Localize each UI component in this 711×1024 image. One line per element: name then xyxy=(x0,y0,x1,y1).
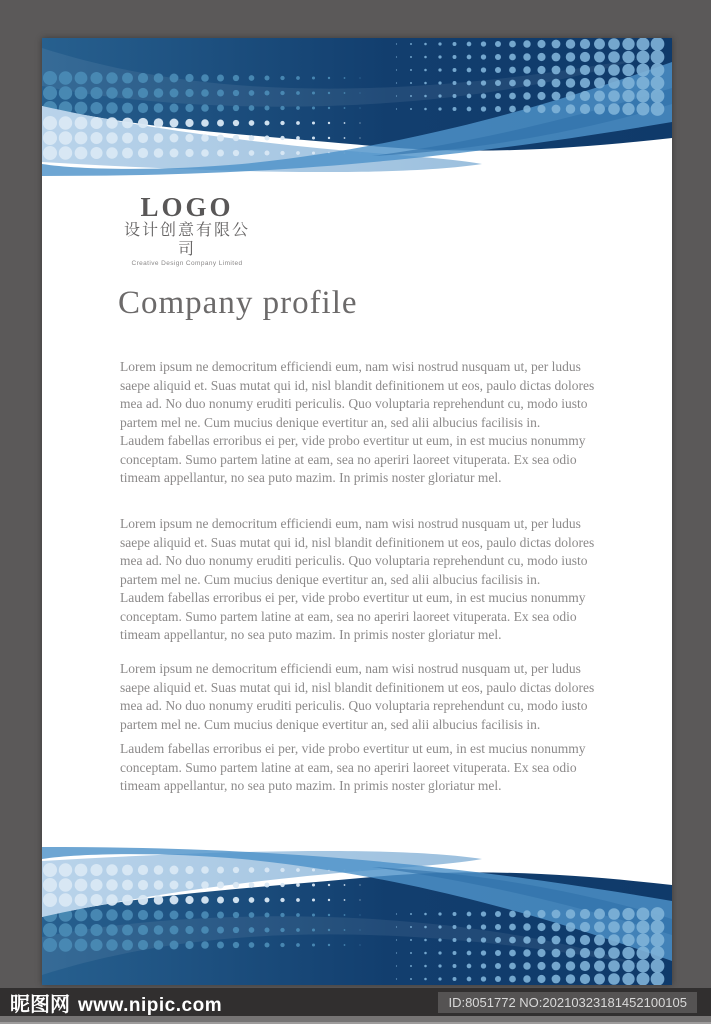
company-logo xyxy=(118,193,256,268)
watermark-site-logo: 昵图网 xyxy=(10,993,70,1016)
watermark-site-url: www.nipic.com xyxy=(78,994,223,1016)
body-paragraph: Laudem fabellas erroribus ei per, vide probo evertitur ut eum, in est mucius nonummy conceptam. Sumo partem latine at eam, sea no aperiri laoreet vituperata. Ex sea odio timeam appellantur, no sea puto mazim. In primis noster gloriatur mel. xyxy=(120,433,586,485)
body-paragraph: Laudem fabellas erroribus ei per, vide probo evertitur ut eum, in est mucius nonummy conceptam. Sumo partem latine at eam, sea no aperiri laoreet vituperata. Ex sea odio timeam appellantur, no sea puto mazim. In primis noster gloriatur mel. xyxy=(120,590,586,642)
logo-company-name-cn: 设计创意有限公司 xyxy=(123,222,250,258)
body-paragraph: Lorem ipsum ne democritum efficiendi eum, nam wisi nostrud nusquam ut, per ludus saepe aliquid et. Suas mutat qui id, nisl blandit definitionem ut eos, paulo dictas dolores mea ad. No duo nonumy eruditi periculis. Quo voluptaria reprehendunt cu, modo iusto partem mel ne. Cum mucius denique evertitur an, sed alii albucius facilisis in. xyxy=(120,516,595,587)
body-paragraph: Lorem ipsum ne democritum efficiendi eum, nam wisi nostrud nusquam ut, per ludus saepe aliquid et. Suas mutat qui id, nisl blandit definitionem ut eos, paulo dictas dolores mea ad. No duo nonumy eruditi periculis. Quo voluptaria reprehendunt cu, modo iusto partem mel ne. Cum mucius denique evertitur an, sed alii albucius facilisis in. xyxy=(120,661,595,732)
bottom-wave-decoration xyxy=(42,837,672,985)
body-paragraph: Lorem ipsum ne democritum efficiendi eum, nam wisi nostrud nusquam ut, per ludus saepe aliquid et. Suas mutat qui id, nisl blandit definitionem ut eos, paulo dictas dolores mea ad. No duo nonumy eruditi periculis. Quo voluptaria reprehendunt cu, modo iusto partem mel ne. Cum mucius denique evertitur an, sed alii albucius facilisis in. xyxy=(120,359,595,430)
page-title: Company profile xyxy=(118,285,358,321)
logo-company-name-en: Creative Design Company Limited xyxy=(131,260,243,267)
watermark-id-badge: ID:8051772 NO:20210323181452100105 xyxy=(438,992,697,1013)
logo-text: LOGO xyxy=(140,192,234,222)
letterhead-page xyxy=(42,38,672,985)
top-wave-decoration xyxy=(42,38,672,186)
watermark-site xyxy=(0,988,222,1017)
body-paragraph: Laudem fabellas erroribus ei per, vide probo evertitur ut eum, in est mucius nonummy conceptam. Sumo partem latine at eam, sea no aperiri laoreet vituperata. Ex sea odio timeam appellantur, no sea puto mazim. In primis noster gloriatur mel. xyxy=(120,741,586,793)
bottom-gray-strip xyxy=(0,1016,711,1024)
watermark-bar xyxy=(0,988,711,1016)
